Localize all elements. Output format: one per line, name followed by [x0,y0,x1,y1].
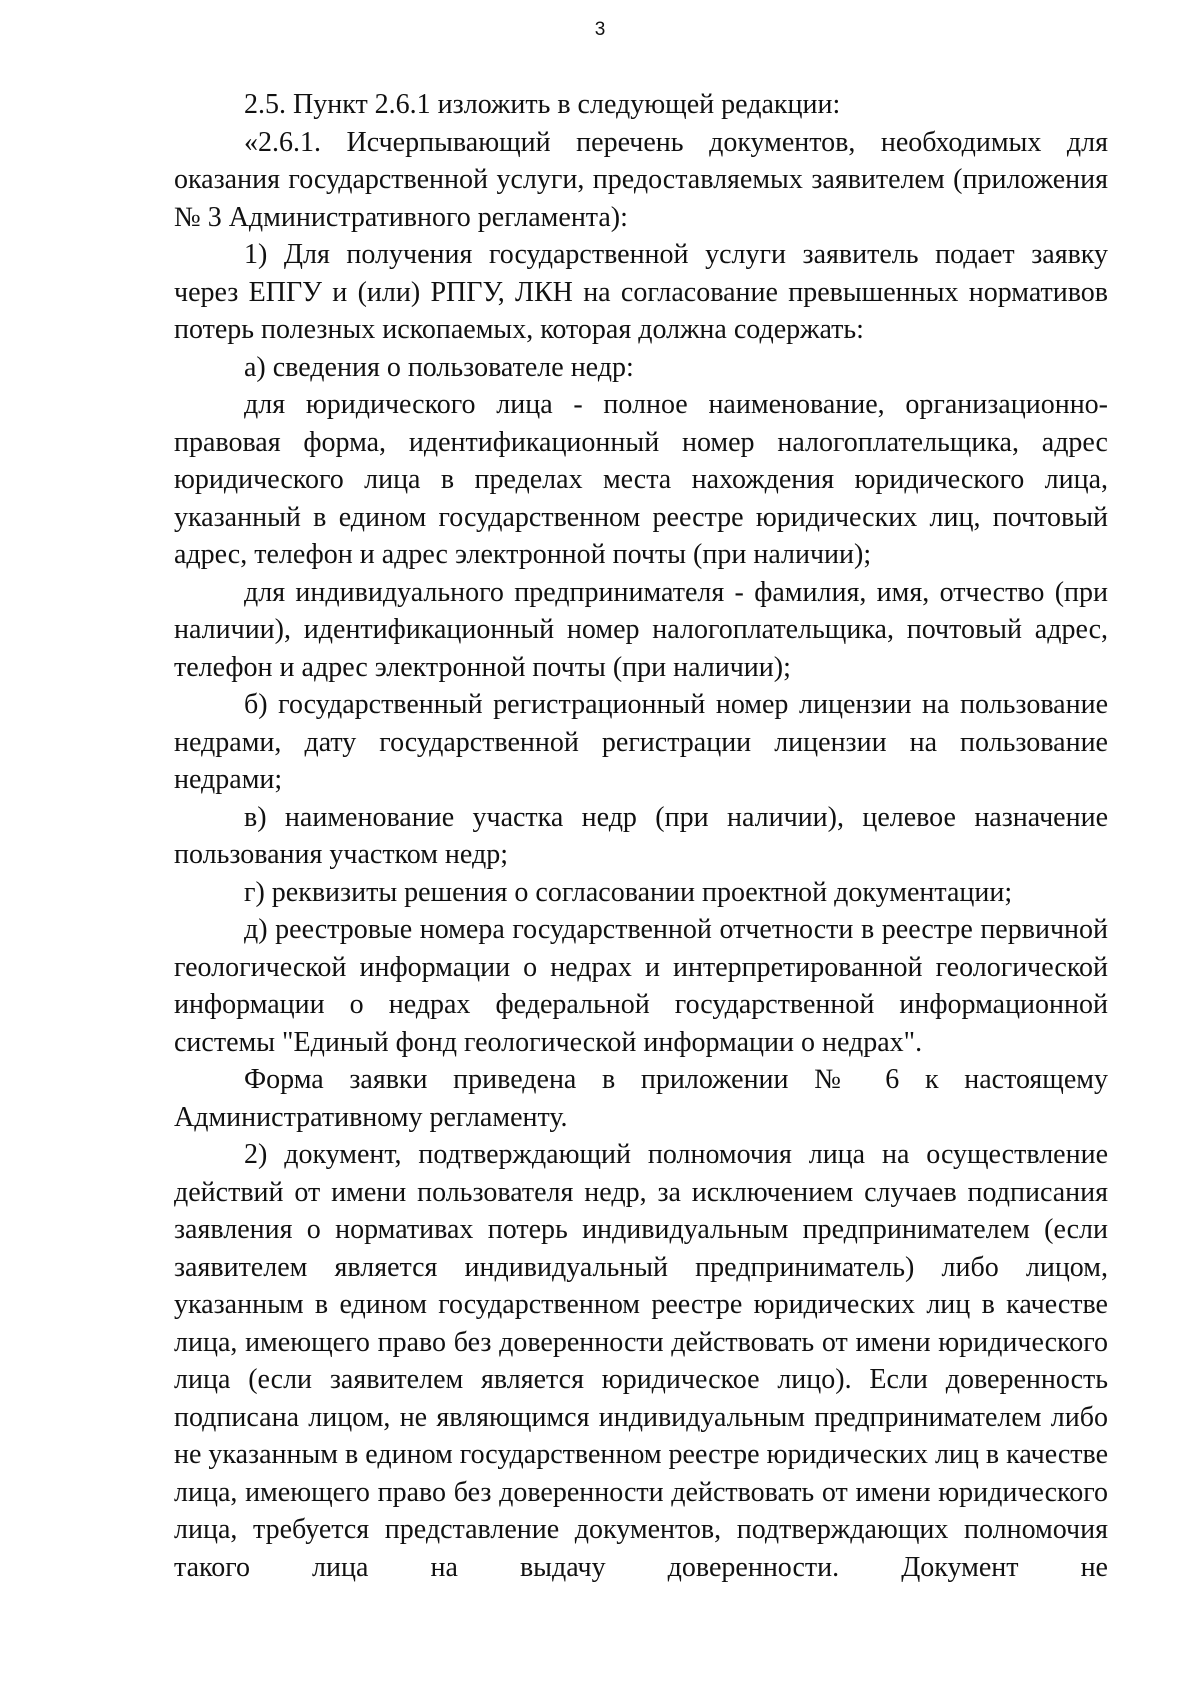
paragraph-item-2: 2) документ, подтверждающий полномочия лица на осуществление действий от имени пользователя недр, за исключением случаев подписания заявления о нормативах потерь индивидуальным предпринимателем (если заявителем является индивидуальный предприниматель) либо лицом, указанным в едином государственном реестре юридических лиц в качестве лица, имеющего право без доверенности действовать от имени юридического лица (если заявителем является юридическое лицо). Если доверенность подписана лицом, не являющимся индивидуальным предпринимателем либо не указанным в едином государственном реестре юридических лиц в качестве лица, имеющего право без доверенности действовать от имени юридического лица, требуется представление документов, подтверждающих полномочия такого лица на выдачу доверенности. Документ не [174,1139,1108,1583]
page-number: 3 [594,19,606,40]
paragraph-document-list-intro: «2.6.1. Исчерпывающий перечень документов, необходимых для оказания государственной услуги, предоставляемых заявителем (приложения № 3 Административного регламента): [174,126,1108,233]
paragraph-legal-entity: для юридического лица - полное наименование, организационно-правовая форма, идентификационный номер налогоплательщика, адрес юридического лица в пределах места нахождения юридического лица, указанный в едином государственном реестре юридических лиц, почтовый адрес, телефон и адрес электронной почты (при наличии); [174,389,1108,570]
paragraph-individual-entrepreneur: для индивидуального предпринимателя - фамилия, имя, отчество (при наличии), идентификационный номер налогоплательщика, почтовый адрес, телефон и адрес электронной почты (при наличии); [174,576,1108,683]
paragraph-item-1: 1) Для получения государственной услуги заявитель подает заявку через ЕПГУ и (или) РПГУ, ЛКН на согласование превышенных нормативов потерь полезных ископаемых, которая должна содержать: [174,239,1108,345]
paragraph-form-reference: Форма заявки приведена в приложении № 6 к настоящему Административному регламенту. [174,1064,1108,1133]
paragraph-item-g: г) реквизиты решения о согласовании проектной документации; [244,876,1013,908]
paragraph-item-b: б) государственный регистрационный номер лицензии на пользование недрами, дату государственной регистрации лицензии на пользование недрами; [174,689,1108,795]
paragraph-item-v: в) наименование участка недр (при наличии), целевое назначение пользования участком недр; [174,801,1108,870]
paragraph-item-a: а) сведения о пользователе недр: [244,351,634,383]
document-body [174,86,1108,1586]
paragraph-item-d: д) реестровые номера государственной отчетности в реестре первичной геологической информации о недрах и интерпретированной геологической информации о недрах федеральной государственной информационной системы "Единый фонд геологической информации о недрах". [174,914,1108,1058]
paragraph-amendment-heading: 2.5. Пункт 2.6.1 изложить в следующей редакции: [244,89,841,120]
